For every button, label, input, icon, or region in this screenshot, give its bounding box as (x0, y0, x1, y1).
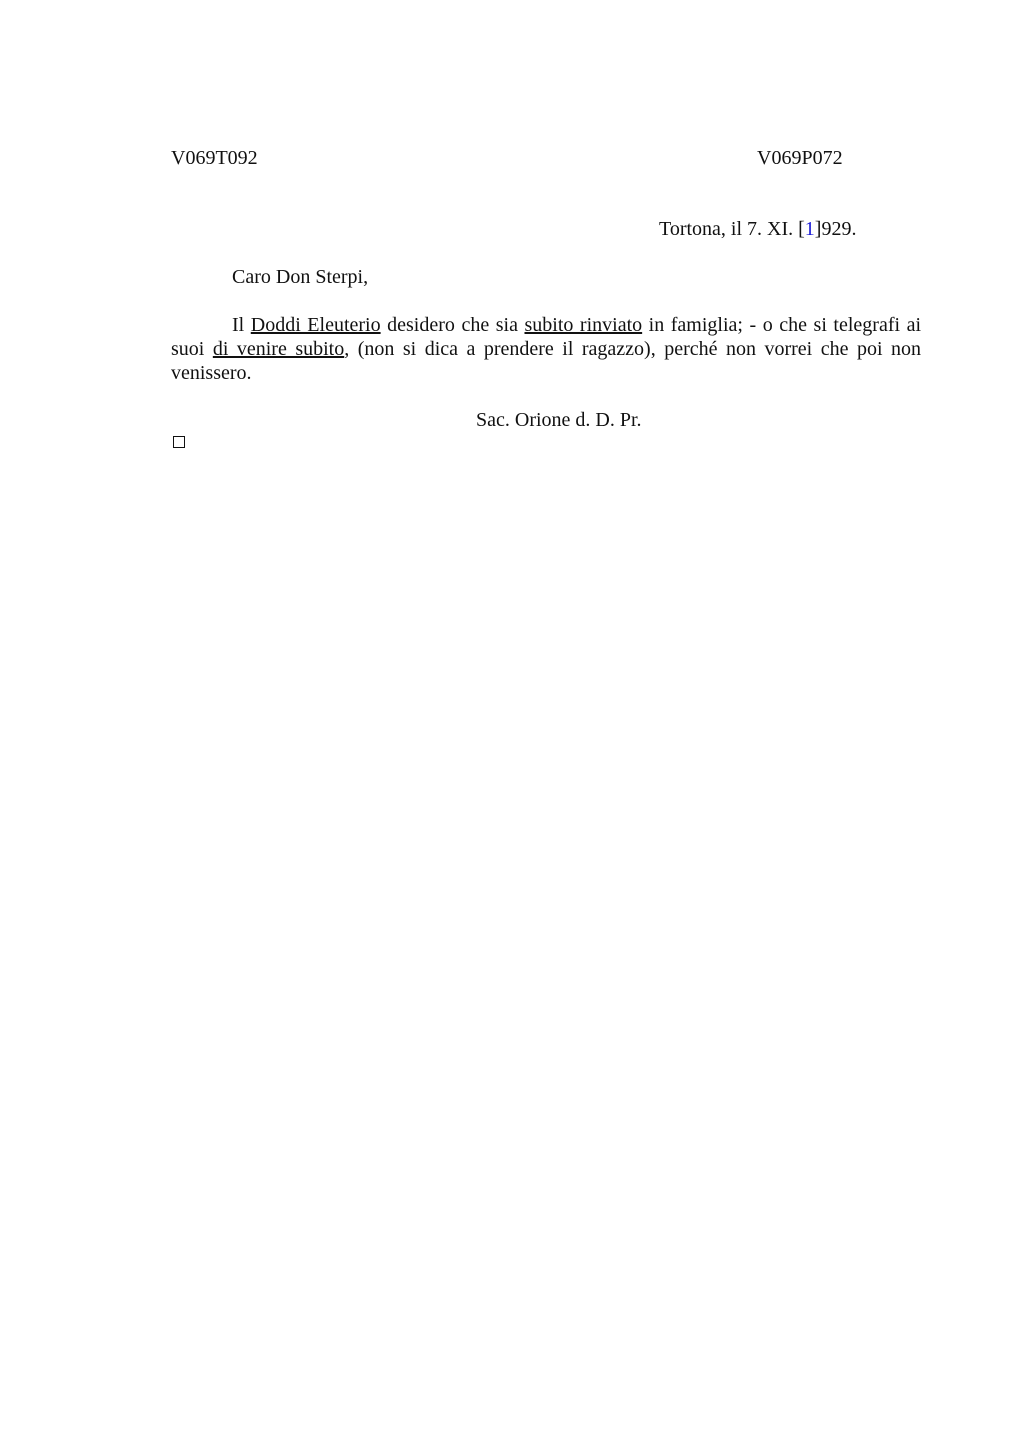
letter-salutation: Caro Don Sterpi, (232, 266, 369, 288)
body-text-segment: desidero che sia (380, 314, 525, 336)
square-box-icon (173, 436, 185, 448)
date-prefix: Tortona, il 7. XI. [ (659, 218, 805, 240)
footnote-reference-link[interactable]: 1 (804, 218, 815, 240)
underlined-name: Doddi Eleuterio (250, 314, 381, 336)
date-suffix: ]929. (814, 218, 857, 240)
document-code-right: V069P072 (757, 147, 843, 169)
underlined-phrase: subito rinviato (524, 314, 643, 336)
letter-signature: Sac. Orione d. D. Pr. (476, 409, 642, 431)
letter-dateline (659, 217, 856, 241)
letter-body (171, 313, 921, 385)
underlined-phrase: di venire subito (212, 338, 345, 360)
body-text-segment: in famiglia; - o che si telegrafi ai suoi (171, 314, 922, 360)
body-text-segment: , (non si dica a prendere il ragazzo), perché non vorrei che poi non venissero. (171, 338, 921, 384)
document-code-left: V069T092 (171, 147, 258, 169)
body-text-segment: Il (232, 314, 251, 336)
